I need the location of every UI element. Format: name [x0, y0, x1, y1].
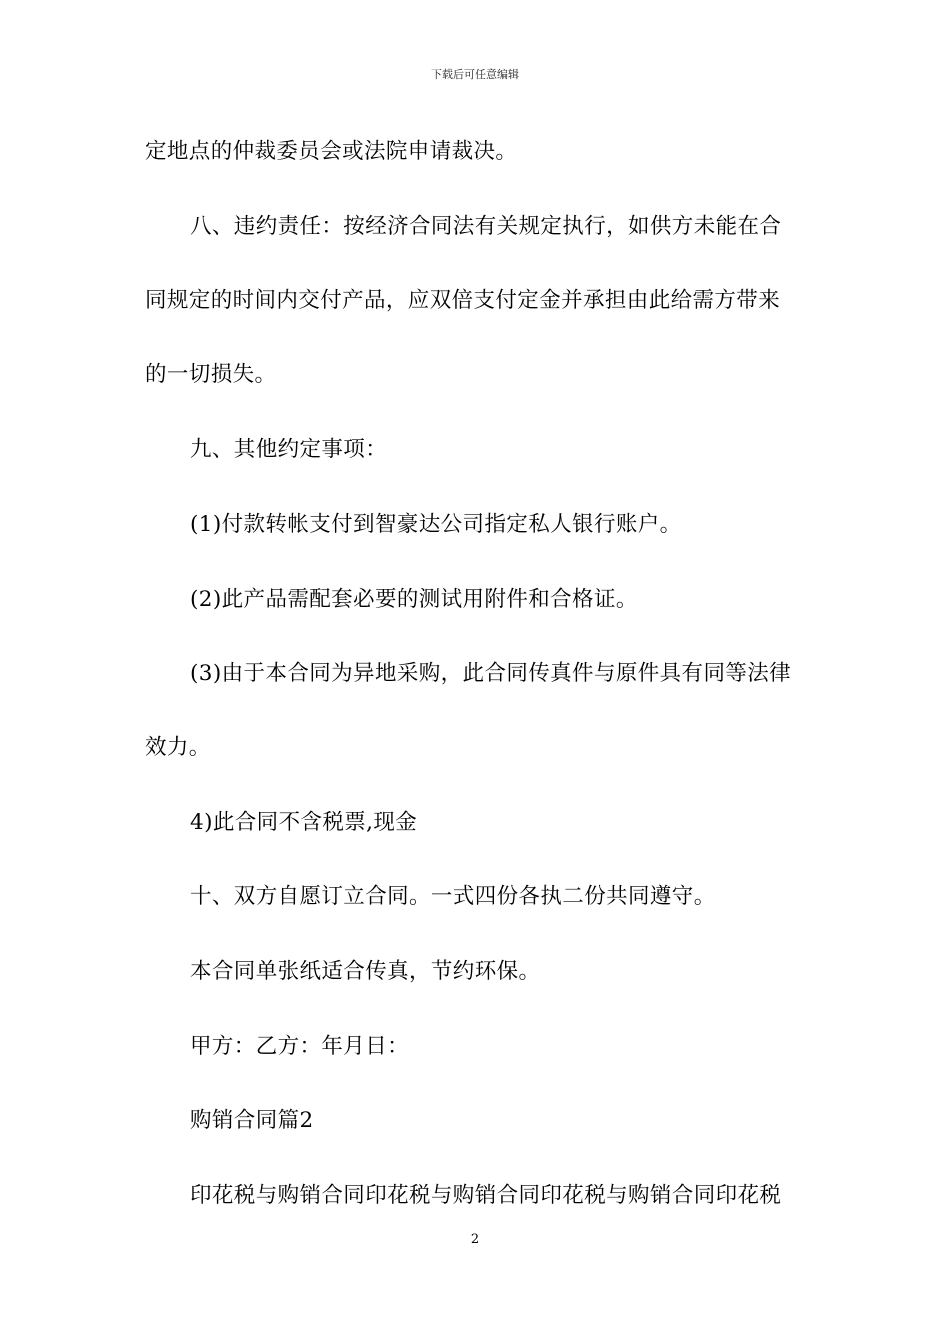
section-10: 十、双方自愿订立合同。一式四份各执二份共同遵守。 — [190, 884, 716, 909]
section-8-line-3: 的一切损失。 — [145, 362, 277, 387]
item-4: 4)此合同不含税票,现金 — [190, 810, 418, 835]
page-header: 下载后可任意编辑 — [431, 68, 519, 81]
item-3-line-2: 效力。 — [145, 735, 211, 760]
contract-2-line-1: 印花税与购销合同印花税与购销合同印花税与购销合同印花税 — [190, 1183, 782, 1208]
section-8-line-1: 八、违约责任：按经济合同法有关规定执行，如供方未能在合 — [190, 214, 782, 239]
item-2: (2)此产品需配套必要的测试用附件和合格证。 — [190, 587, 638, 612]
section-9-heading: 九、其他约定事项： — [190, 437, 388, 462]
page-number: 2 — [470, 1232, 480, 1247]
signature-line: 甲方：乙方：年月日： — [190, 1034, 410, 1059]
item-1: (1)付款转帐支付到智豪达公司指定私人银行账户。 — [190, 512, 682, 537]
contract-2-title: 购销合同篇2 — [190, 1108, 314, 1133]
fax-note: 本合同单张纸适合传真，节约环保。 — [190, 959, 541, 984]
section-8-line-2: 同规定的时间内交付产品，应双倍支付定金并承担由此给需方带来 — [145, 288, 781, 313]
body-line-1: 定地点的仲裁委员会或法院申请裁决。 — [145, 139, 518, 164]
item-3-line-1: (3)由于本合同为异地采购，此合同传真件与原件具有同等法律 — [190, 661, 792, 686]
